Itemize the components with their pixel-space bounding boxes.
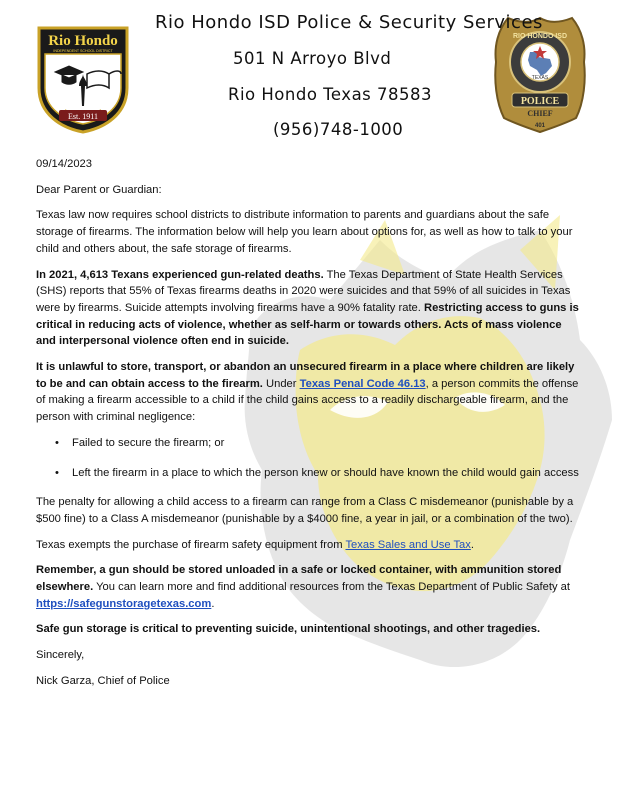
statistics-text: The Texas Department of State Health Services (SHS) reports that 55% of Texas firearms deaths in 2020 were suicides and that 59% of all suicides in Texas were by firearms. Suicide attempts involving firearms have a 90% fatality rate. <box>36 268 571 314</box>
letter-greeting: Dear Parent or Guardian: <box>36 183 162 196</box>
paragraph-law <box>36 359 582 426</box>
storage-text-a: You can learn more and find additional resources from the Texas Department of Public Safety at <box>93 581 570 594</box>
logo-subtitle: INDEPENDENT SCHOOL DISTRICT <box>53 49 113 53</box>
header-city: Rio Hondo Texas 78583 <box>228 85 433 104</box>
badge-ribbon-main: POLICE <box>520 96 560 107</box>
bullet-icon: • <box>55 436 59 449</box>
sales-tax-link[interactable]: Texas Sales and Use Tax <box>345 538 471 551</box>
letter-closing: Sincerely, <box>36 649 85 662</box>
law-text-b: , a person commits the offense of making a firearm accessible to a child if the child gains access to a readily dischargeable firearm, and the person with criminal negligence: <box>36 377 579 424</box>
badge-number: 401 <box>534 123 546 129</box>
safegunstorage-link[interactable]: https://safegunstoragetexas.com <box>36 597 212 610</box>
law-text-a: Under <box>262 377 300 390</box>
police-badge <box>492 16 588 134</box>
statistics-bold-lead: In 2021, 4,613 Texans experienced gun-related deaths. <box>36 268 324 281</box>
tax-text-a: Texas exempts the purchase of firearm safety equipment from <box>36 538 346 551</box>
paragraph-tax <box>36 537 582 554</box>
storage-text-b: . <box>211 597 215 610</box>
paragraph-storage <box>36 562 582 612</box>
letter-date: 09/14/2023 <box>36 158 92 170</box>
paragraph-conclusion <box>36 621 582 638</box>
list-item <box>55 465 582 482</box>
district-logo <box>35 24 131 134</box>
bullet-icon: • <box>55 466 59 479</box>
header-org: Rio Hondo ISD Police & Security Services <box>155 12 543 33</box>
list-item <box>55 435 582 452</box>
tax-text-b: . <box>470 538 474 551</box>
header-street: 501 N Arroyo Blvd <box>233 49 392 68</box>
logo-est: Est. 1911 <box>68 112 98 121</box>
header-phone: (956)748-1000 <box>273 120 404 139</box>
law-bold-lead: It is unlawful to store, transport, or abandon an unsecured firearm in a place where children are likely to be and can obtain access to the firearm. <box>36 361 575 390</box>
badge-top-text: RIO HONDO ISD <box>512 33 568 40</box>
letter-signature: Nick Garza, Chief of Police <box>36 674 170 687</box>
negligence-list <box>36 435 582 481</box>
paragraph-penalty: The penalty for allowing a child access to a firearm can range from a Class C misdemeanor (punishable by a $500 fine) to a Class A misdemeanor (punishable by a $4000 fine, a year in jail, or a combination of the two). <box>36 496 574 525</box>
paragraph-intro: Texas law now requires school districts to distribute information to parents and guardians about the safe storage of firearms. The information below will help you learn about options for, as well as how to talk to your child and others about, the safe storage of firearms. <box>36 209 573 255</box>
list-item-text: Failed to secure the firearm; or <box>72 436 225 449</box>
statistics-bold-close: Restricting access to guns is critical in reducing acts of violence, whether as self-harm or towards others. Acts of mass violence and interpersonal violence often end in suicide. <box>36 301 579 348</box>
letter-body <box>36 156 582 699</box>
list-item-text: Left the firearm in a place to which the person knew or should have known the child would gain access <box>72 466 579 479</box>
penal-code-link[interactable]: Texas Penal Code 46.13 <box>299 377 426 390</box>
badge-ribbon-sub: CHIEF <box>527 109 553 118</box>
paragraph-statistics <box>36 267 582 351</box>
logo-name: Rio Hondo <box>48 33 118 49</box>
conclusion-bold: Safe gun storage is critical to preventing suicide, unintentional shootings, and other tragedies. <box>36 623 541 636</box>
storage-bold-lead: Remember, a gun should be stored unloaded in a safe or locked container, with ammunition stored elsewhere. <box>36 564 562 594</box>
badge-center-text: TEXAS <box>531 75 549 81</box>
